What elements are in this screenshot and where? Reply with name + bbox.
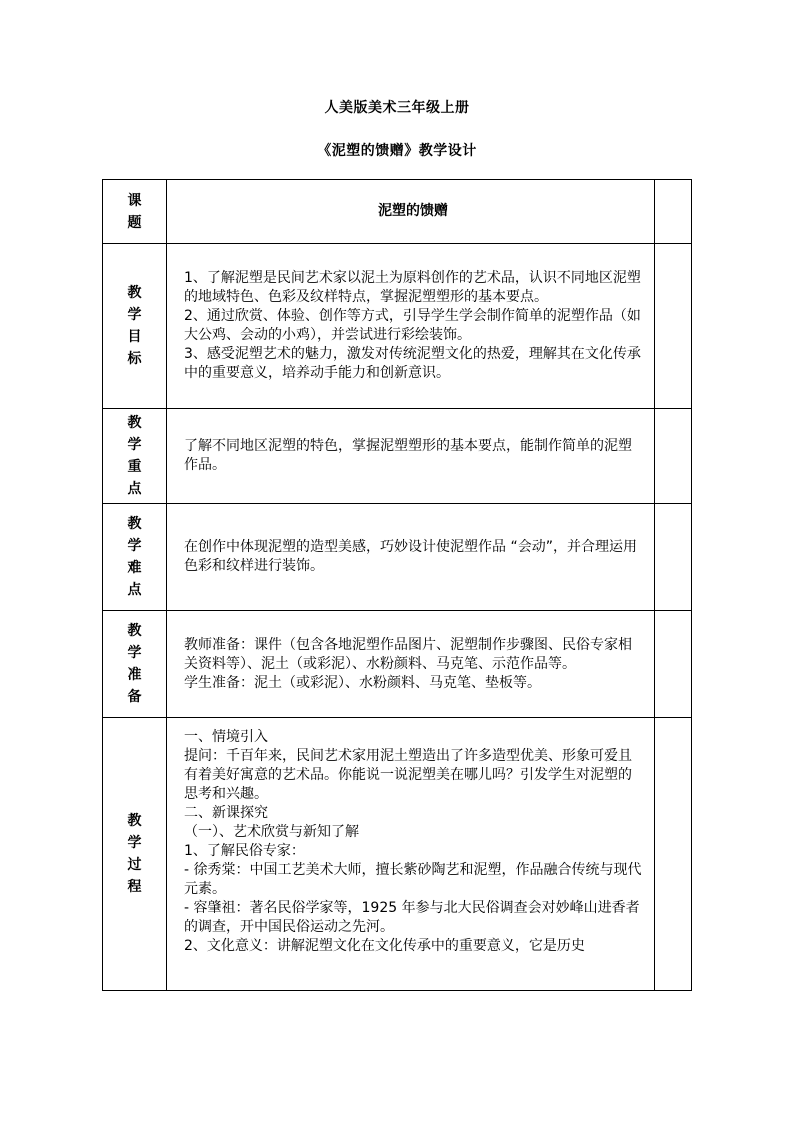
label-char: 教	[127, 415, 142, 431]
content-paragraph: 教师准备：课件（包含各地泥塑作品图片、泥塑制作步骤图、民俗专家相关资料等）、泥土（或彩泥）、水粉颜料、马克笔、示范作品等。	[184, 636, 632, 672]
table-row-objectives	[103, 244, 692, 409]
table-row-topic	[103, 180, 692, 244]
label-char: 过	[127, 857, 142, 873]
process-content	[167, 718, 655, 991]
content-paragraph: 了解不同地区泥塑的特色，掌握泥塑塑形的基本要点，能制作简单的泥塑作品。	[184, 438, 632, 473]
table-row-preparation	[103, 611, 692, 718]
notes-cell	[655, 244, 692, 409]
label-char: 学	[127, 835, 142, 851]
content-paragraph: 1、了解泥塑是民间艺术家以泥土为原料创作的艺术品，认识不同地区泥塑的地域特色、色彩及纹样特点，掌握泥塑塑形的基本要点。	[184, 270, 641, 305]
content-paragraph: （一）、艺术欣赏与新知了解	[184, 824, 359, 840]
label-char: 课	[127, 192, 142, 209]
label-char: 程	[127, 879, 142, 895]
content-paragraph: 2、通过欣赏、体验、创作等方式，引导学生学会制作简单的泥塑作品（如大公鸡、会动的小鸡），并尝试进行彩绘装饰。	[184, 308, 641, 343]
label-char: 标	[127, 351, 142, 367]
document-title: 人美版美术三年级上册	[324, 100, 470, 116]
topic-label	[103, 180, 167, 244]
preparation-label	[103, 611, 167, 718]
notes-cell	[655, 718, 692, 991]
content-paragraph: 二、新课探究	[184, 805, 268, 821]
label-char: 教	[127, 285, 142, 301]
content-paragraph: 提问：千百年来，民间艺术家用泥土塑造出了许多造型优美、形象可爱且有着美好寓意的艺术品。你能说一说泥塑美在哪儿吗？引发学生对泥塑的思考和兴趣。	[184, 748, 632, 802]
table-row-key-points	[103, 409, 692, 504]
label-char: 教	[127, 623, 142, 639]
lesson-title: 《泥塑的馈赠》教学设计	[317, 143, 477, 159]
label-char: 学	[127, 437, 142, 453]
process-label	[103, 718, 167, 991]
label-char: 目	[127, 329, 142, 345]
content-paragraph: 在创作中体现泥塑的造型美感，巧妙设计使泥塑作品 “会动”，并合理运用色彩和纹样进行装饰。	[184, 539, 637, 574]
label-char: 学	[127, 645, 142, 661]
topic-content	[167, 180, 655, 244]
notes-cell	[655, 611, 692, 718]
label-char: 难	[127, 560, 142, 576]
label-char: 点	[127, 582, 142, 598]
label-char: 学	[127, 307, 142, 323]
notes-cell	[655, 180, 692, 244]
notes-cell	[655, 504, 692, 611]
label-char: 学	[127, 538, 142, 554]
content-paragraph: 学生准备：泥土（或彩泥）、水粉颜料、马克笔、垫板等。	[184, 674, 541, 691]
difficulties-label	[103, 504, 167, 611]
table-row-difficulties	[103, 504, 692, 611]
label-char: 点	[127, 481, 142, 497]
label-char: 教	[127, 516, 142, 532]
content-paragraph: 一、情境引入	[184, 729, 268, 745]
objectives-content	[167, 244, 655, 409]
notes-cell	[655, 409, 692, 504]
label-char: 题	[127, 214, 142, 231]
lesson-plan-table	[102, 179, 692, 991]
difficulties-content	[167, 504, 655, 611]
content-paragraph: - 徐秀棠：中国工艺美术大师，擅长紫砂陶艺和泥塑，作品融合传统与现代元素。	[184, 862, 642, 897]
label-char: 重	[127, 459, 142, 475]
key-points-content	[167, 409, 655, 504]
content-paragraph: - 容肇祖：著名民俗学家等，1925 年参与北大民俗调查会对妙峰山进香者的调查，开中国民俗运动之先河。	[184, 900, 640, 935]
content-paragraph: 2、文化意义：讲解泥塑文化在文化传承中的重要意义，它是历史	[184, 938, 585, 954]
objectives-label	[103, 244, 167, 409]
content-paragraph: 3、感受泥塑艺术的魅力，激发对传统泥塑文化的热爱，理解其在文化传承中的重要意义，培养动手能力和创新意识。	[184, 346, 641, 381]
preparation-content	[167, 611, 655, 718]
label-char: 教	[127, 813, 142, 829]
content-paragraph: 1、了解民俗专家：	[184, 843, 305, 859]
label-char: 备	[127, 689, 142, 705]
content-paragraph: 泥塑的馈赠	[378, 203, 448, 219]
table-row-process	[103, 718, 692, 991]
label-char: 准	[127, 667, 142, 683]
key-points-label	[103, 409, 167, 504]
